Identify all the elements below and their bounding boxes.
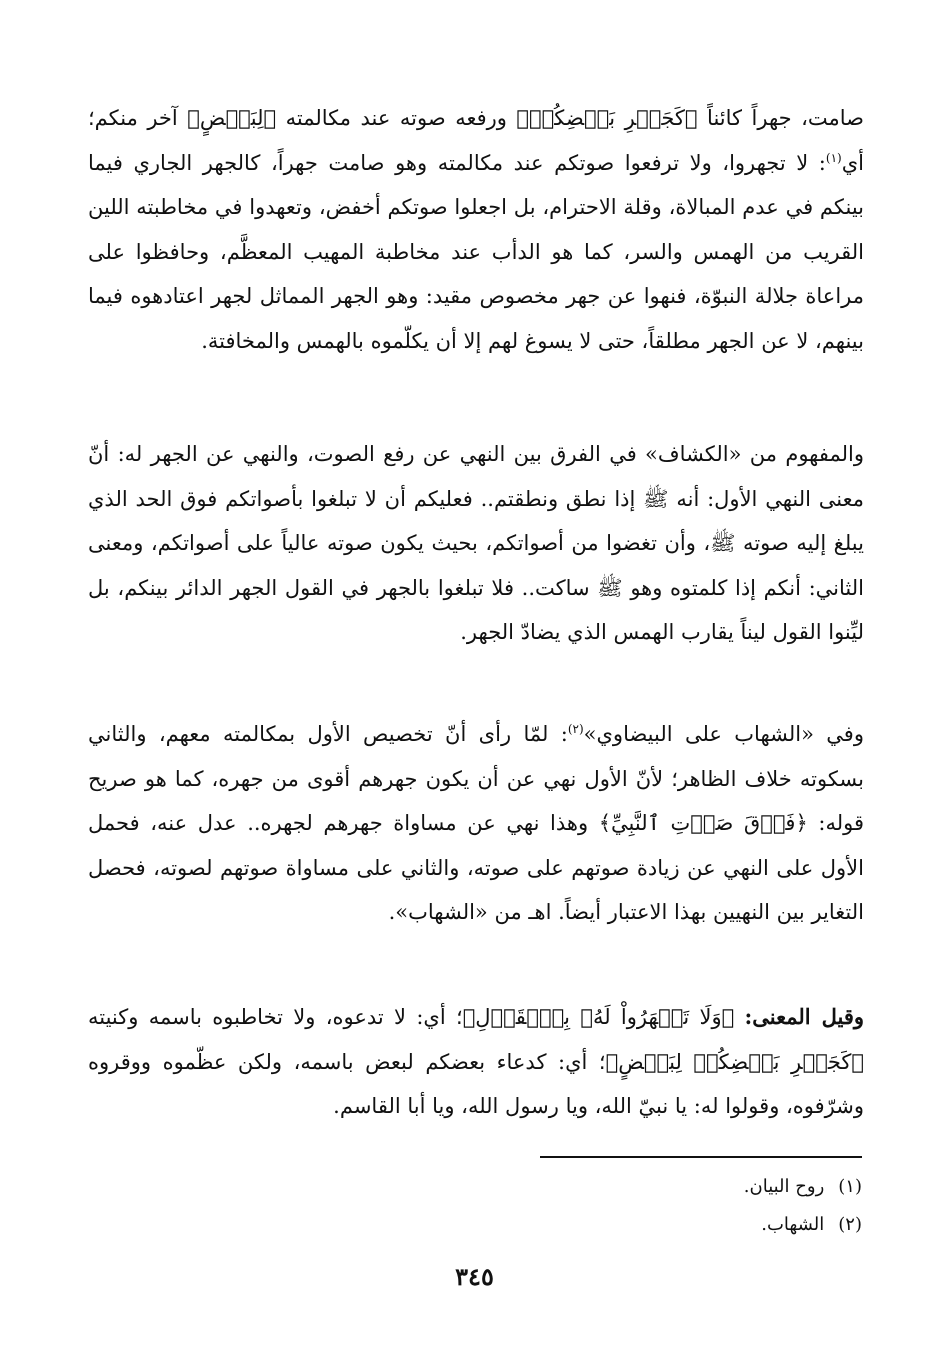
p1-quran-1: ﴿كَجَهۡرِ بَعۡضِكُمۡ﴾ <box>516 106 698 130</box>
paragraph-1 <box>88 96 864 363</box>
p3-text-1: وفي «الشهاب على البيضاوي» <box>583 722 864 746</box>
p4-lead: وقيل المعنى: <box>744 1004 865 1029</box>
footnote-ref-2[interactable]: (٢) <box>567 722 584 736</box>
p3-text-2: : لمّا رأى أنّ تخصيص الأول بمكالمته معهم، والثاني بسكوته خلاف الظاهر؛ لأنّ الأول نهي عن أن يكون جهرهم أقوى من جهره، كما هو صريح قوله: <box>88 722 865 835</box>
p4-text-1: ؛ أي: لا تدعوه، ولا تخاطبوه باسمه وكنيته <box>88 1005 463 1029</box>
footnotes <box>540 1168 862 1244</box>
page-number: ٣٤٥ <box>455 1262 494 1291</box>
paragraph-3 <box>88 712 864 935</box>
footnote-1 <box>540 1168 862 1206</box>
footnote-2-number: (٢) <box>838 1214 862 1235</box>
p1-text-2: ورفعه صوته عند مكالمته <box>276 106 517 130</box>
footnote-1-number: (١) <box>838 1176 862 1197</box>
p1-text-4: : لا تجهروا، ولا ترفعوا صوتكم عند مكالمته وهو صامت جهراً، كالجهر الجاري فيما بينكم في عدم المبالاة، وقلة الاحترام، بل اجعلوا صوتكم أخفض، وتعهدوا في مخاطبته اللين القريب من الهمس والسر، كما هو الدأب عند مخاطبة المهيب المعظَّم، وحافظوا على مراعاة جلالة النبوّة، فنهوا عن جهر مخصوص مقيد: وهو الجهر المماثل لجهر اعتادهوه فيما بينهم، لا عن الجهر مطلقاً، حتى لا يسوغ لهم إلا أن يكلّموه بالهمس والمخافتة. <box>88 150 864 353</box>
p1-text-1: صامت، جهراً كائناً <box>697 106 864 130</box>
p4-quran-1: ﴿وَلَا تَجۡهَرُواْ لَهُۥ بِٱلۡقَوۡلِ﴾ <box>462 1005 745 1029</box>
footnote-1-text: روح البيان. <box>743 1176 825 1197</box>
p1-quran-2: ﴿لِبَعۡضٍ﴾ <box>187 106 277 130</box>
p3-text-3: وهذا نهي عن مساواة جهرهم لجهره.. عدل عنه، فحمل الأول على النهي عن زيادة صوتهم على صوته، والثاني على مساواة صوتهم لصوته، فحصل التغاير بين النهيين بهذا الاعتبار أيضاً. اهـ من «الشهاب». <box>88 811 864 924</box>
p3-quran-1: ﴿فَوۡقَ صَوۡتِ ٱلنَّبِيِّ﴾ <box>598 811 808 835</box>
p2-text: والمفهوم من «الكشاف» في الفرق بين النهي عن رفع الصوت، والنهي عن الجهر له: أنّ معنى النهي الأول: أنه ﷺ إذا نطق ونطقتم.. فعليكم أن لا تبلغوا بأصواتكم فوق الحد الذي يبلغ إليه صوته ﷺ، وأن تغضوا من أصواتكم، بحيث يكون صوته عالياً على أصواتكم، ومعنى الثاني: أنكم إذا كلمتوه وهو ﷺ ساكت.. فلا تبلغوا بالجهر في القول الجهر الدائر بينكم، بل ليِّنوا القول ليناً يقارب الهمس الذي يضادّ الجهر. <box>88 442 864 644</box>
footnote-2-text: الشهاب. <box>761 1214 825 1235</box>
p4-text-2: ؛ أي: كدعاء بعضكم لبعض باسمه، ولكن عظّموه ووقروه وشرّفوه، وقولوا له: يا نبيّ الله، ويا رسول الله، ويا أبا القاسم. <box>88 1049 864 1118</box>
footnote-2 <box>540 1206 862 1244</box>
footnote-ref-1[interactable]: (١) <box>825 150 842 165</box>
footnote-divider <box>540 1156 862 1158</box>
p1-text-3: آخر منكم؛ أي <box>88 106 864 175</box>
paragraph-2 <box>88 432 864 655</box>
paragraph-4 <box>88 995 864 1129</box>
p4-quran-2: ﴿كَجَهۡرِ بَعۡضِكُمۡ لِبَعۡضٍ﴾ <box>605 1049 864 1074</box>
